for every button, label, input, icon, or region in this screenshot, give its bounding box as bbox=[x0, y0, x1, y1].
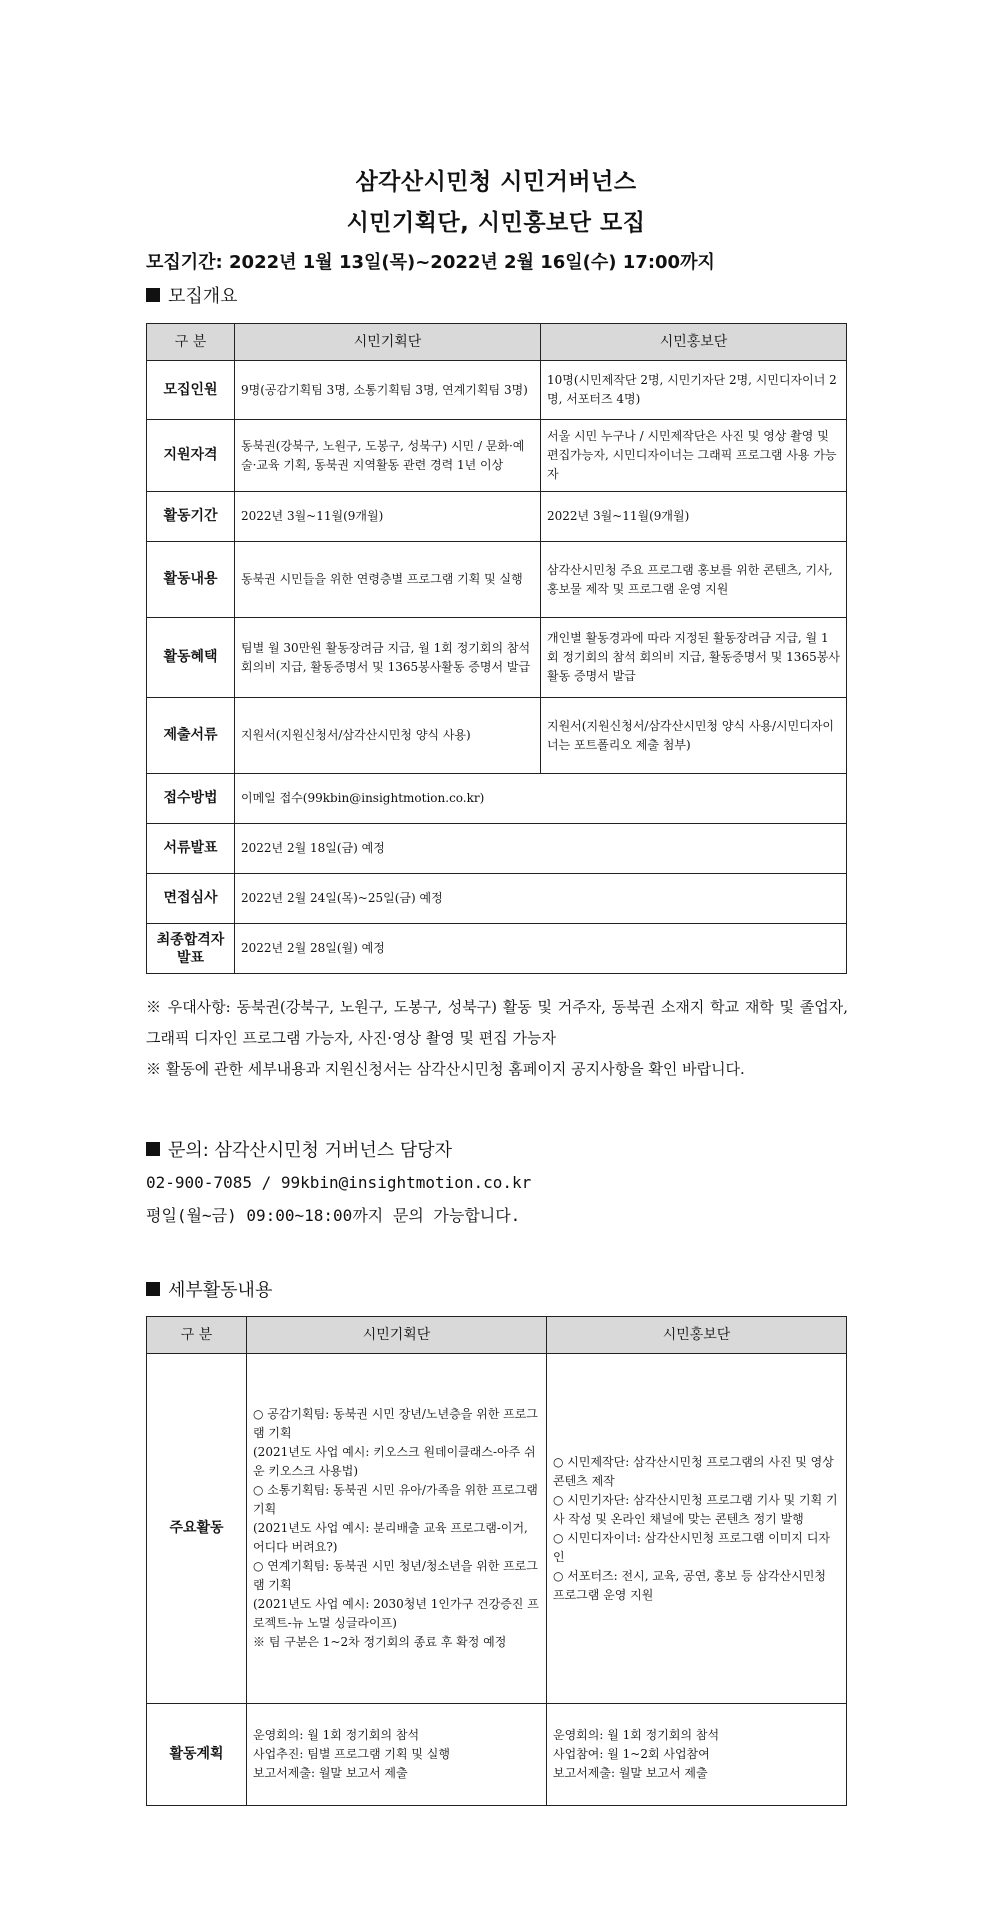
table-row bbox=[147, 420, 847, 492]
header-promo: 시민홍보단 bbox=[547, 1317, 847, 1354]
list-item: (2021년도 사업 예시: 2030청년 1인가구 건강증진 프로젝트-뉴 노멀 싱글라이프) bbox=[253, 1597, 539, 1630]
detail-table bbox=[146, 1316, 847, 1806]
cell-planning: 동북권(강북구, 노원구, 도봉구, 성북구) 시민 / 문화·예술·교육 기획, 동북권 지역활동 관련 경력 1년 이상 bbox=[235, 420, 541, 492]
list-item: ○ 소통기획팀: 동북권 시민 유아/가족을 위한 프로그램 기획 bbox=[253, 1483, 538, 1516]
section-heading-overview bbox=[146, 282, 238, 308]
list-item: 운영회의: 월 1회 정기회의 참석 bbox=[553, 1728, 720, 1742]
row-label: 주요활동 bbox=[147, 1354, 247, 1704]
table-row bbox=[147, 1354, 847, 1704]
list-item: ○ 시민기자단: 삼각산시민청 프로그램 기사 및 기획 기사 작성 및 온라인 채널에 맞는 콘텐츠 정기 발행 bbox=[553, 1492, 838, 1526]
cell-value: 2022년 2월 18일(금) 예정 bbox=[235, 824, 847, 874]
cell-planning: 9명(공감기획팀 3명, 소통기획팀 3명, 연계기획팀 3명) bbox=[235, 361, 541, 420]
cell-value: 2022년 2월 24일(목)~25일(금) 예정 bbox=[235, 874, 847, 924]
list-item: ○ 서포터즈: 전시, 교육, 공연, 홍보 등 삼각산시민청 프로그램 운영 지원 bbox=[553, 1568, 826, 1602]
square-bullet-icon bbox=[146, 1142, 160, 1156]
cell-value: 이메일 접수(99kbin@insightmotion.co.kr) bbox=[235, 774, 847, 824]
list-item: 사업참여: 월 1~2회 사업참여 bbox=[553, 1747, 710, 1761]
list-item: (2021년도 사업 예시: 키오스크 원데이클래스-아주 쉬운 키오스크 사용법) bbox=[253, 1445, 536, 1478]
square-bullet-icon bbox=[146, 288, 160, 302]
cell-planning bbox=[247, 1354, 547, 1704]
list-item: ※ 팀 구분은 1~2차 정기회의 종료 후 확정 예정 bbox=[253, 1635, 507, 1649]
row-label: 활동계획 bbox=[147, 1704, 247, 1806]
overview-table bbox=[146, 323, 847, 974]
table-row bbox=[147, 924, 847, 974]
row-label: 활동혜택 bbox=[147, 618, 235, 698]
header-category: 구 분 bbox=[147, 324, 235, 361]
header-planning: 시민기획단 bbox=[235, 324, 541, 361]
document-title-line1: 삼각산시민청 시민거버넌스 bbox=[355, 169, 637, 195]
list-item: 보고서제출: 월말 보고서 제출 bbox=[253, 1766, 408, 1780]
cell-promo: 2022년 3월~11월(9개월) bbox=[541, 492, 847, 542]
cell-promo: 서울 시민 누구나 / 시민제작단은 사진 및 영상 촬영 및 편집가능자, 시민디자이너는 그래픽 프로그램 사용 가능자 bbox=[541, 420, 847, 492]
cell-planning: 지원서(지원신청서/삼각산시민청 양식 사용) bbox=[235, 698, 541, 774]
list-item: 보고서제출: 월말 보고서 제출 bbox=[553, 1766, 708, 1780]
cell-promo: 지원서(지원신청서/삼각산시민청 양식 사용/시민디자이너는 포트폴리오 제출 첨부) bbox=[541, 698, 847, 774]
details-note: ※ 활동에 관한 세부내용과 지원신청서는 삼각산시민청 홈페이지 공지사항을 확인 바랍니다. bbox=[146, 1060, 745, 1078]
recruitment-period: 모집기간: 2022년 1월 13일(목)~2022년 2월 16일(수) 17:00까지 bbox=[146, 252, 715, 273]
table-header-row bbox=[147, 324, 847, 361]
table-row bbox=[147, 824, 847, 874]
section-heading-contact bbox=[146, 1136, 452, 1162]
table-row bbox=[147, 774, 847, 824]
table-row bbox=[147, 542, 847, 618]
cell-promo: 삼각산시민청 주요 프로그램 홍보를 위한 콘텐츠, 기사, 홍보물 제작 및 프로그램 운영 지원 bbox=[541, 542, 847, 618]
header-promo: 시민홍보단 bbox=[541, 324, 847, 361]
cell-planning: 2022년 3월~11월(9개월) bbox=[235, 492, 541, 542]
list-item: ○ 공감기획팀: 동북권 시민 장년/노년층을 위한 프로그램 기획 bbox=[253, 1407, 538, 1440]
section-title: 세부활동내용 bbox=[168, 1280, 273, 1301]
cell-promo bbox=[547, 1354, 847, 1704]
row-label: 지원자격 bbox=[147, 420, 235, 492]
list-item: ○ 연계기획팀: 동북권 시민 청년/청소년을 위한 프로그램 기획 bbox=[253, 1559, 538, 1592]
cell-planning: 동북권 시민들을 위한 연령층별 프로그램 기획 및 실행 bbox=[235, 542, 541, 618]
table-row bbox=[147, 361, 847, 420]
header-planning: 시민기획단 bbox=[247, 1317, 547, 1354]
table-row bbox=[147, 618, 847, 698]
list-item: ○ 시민제작단: 삼각산시민청 프로그램의 사진 및 영상 콘텐츠 제작 bbox=[553, 1454, 834, 1488]
document-title-line2: 시민기획단, 시민홍보단 모집 bbox=[346, 210, 646, 236]
row-label: 활동내용 bbox=[147, 542, 235, 618]
row-label: 제출서류 bbox=[147, 698, 235, 774]
cell-planning: 팀별 월 30만원 활동장려금 지급, 월 1회 정기회의 참석 회의비 지급, 활동증명서 및 1365봉사활동 증명서 발급 bbox=[235, 618, 541, 698]
list-item: 사업추진: 팀별 프로그램 기획 및 실행 bbox=[253, 1747, 450, 1761]
list-item: 운영회의: 월 1회 정기회의 참석 bbox=[253, 1728, 420, 1742]
table-row bbox=[147, 698, 847, 774]
contact-hours: 평일(월~금) 09:00~18:00까지 문의 가능합니다. bbox=[146, 1206, 521, 1225]
row-label: 서류발표 bbox=[147, 824, 235, 874]
section-title: 모집개요 bbox=[168, 286, 238, 307]
table-header-row bbox=[147, 1317, 847, 1354]
contact-phone-email: 02-900-7085 / 99kbin@insightmotion.co.kr bbox=[146, 1173, 532, 1192]
row-label: 활동기간 bbox=[147, 492, 235, 542]
row-label: 접수방법 bbox=[147, 774, 235, 824]
cell-promo: 10명(시민제작단 2명, 시민기자단 2명, 시민디자이너 2명, 서포터즈 4명) bbox=[541, 361, 847, 420]
cell-value: 2022년 2월 28일(월) 예정 bbox=[235, 924, 847, 974]
cell-promo: 개인별 활동경과에 따라 지정된 활동장려금 지급, 월 1회 정기회의 참석 회의비 지급, 활동증명서 및 1365봉사활동 증명서 발급 bbox=[541, 618, 847, 698]
section-heading-detail bbox=[146, 1276, 272, 1302]
header-category: 구 분 bbox=[147, 1317, 247, 1354]
row-label: 면접심사 bbox=[147, 874, 235, 924]
notes-block bbox=[146, 992, 848, 1085]
cell-planning bbox=[247, 1704, 547, 1806]
table-row bbox=[147, 1704, 847, 1806]
table-row bbox=[147, 492, 847, 542]
list-item: (2021년도 사업 예시: 분리배출 교육 프로그램-이거, 어디다 버려요?) bbox=[253, 1521, 528, 1554]
section-title: 문의: 삼각산시민청 거버넌스 담당자 bbox=[168, 1140, 453, 1161]
list-item: ○ 시민디자이너: 삼각산시민청 프로그램 이미지 디자인 bbox=[553, 1530, 831, 1564]
row-label: 최종합격자 발표 bbox=[147, 924, 235, 974]
table-row bbox=[147, 874, 847, 924]
preference-note: ※ 우대사항: 동북권(강북구, 노원구, 도봉구, 성북구) 활동 및 거주자, 동북권 소재지 학교 재학 및 졸업자, 그래픽 디자인 프로그램 가능자, 사진·영상 촬영 및 편집 가능자 bbox=[146, 998, 848, 1047]
row-label: 모집인원 bbox=[147, 361, 235, 420]
cell-promo bbox=[547, 1704, 847, 1806]
square-bullet-icon bbox=[146, 1282, 160, 1296]
